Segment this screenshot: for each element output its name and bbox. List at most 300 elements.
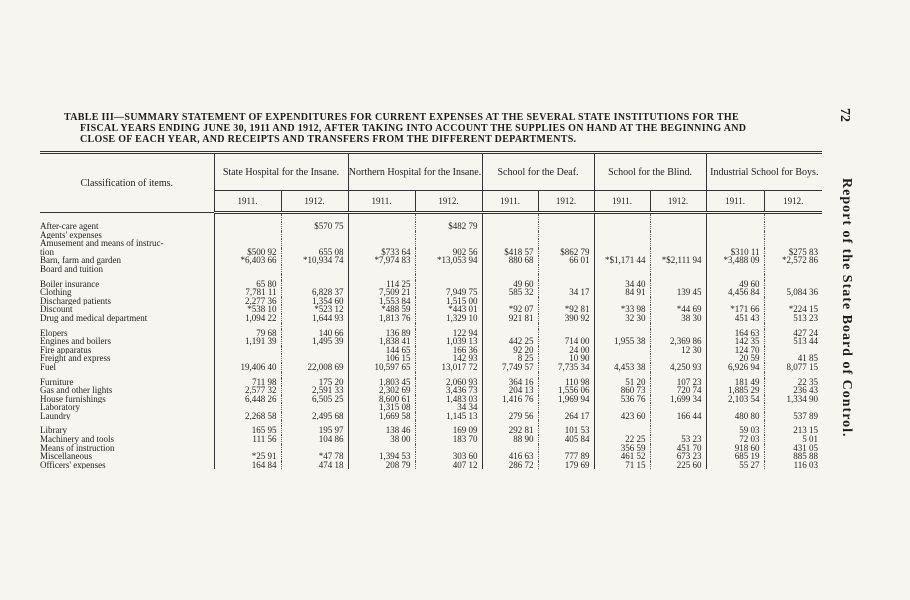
value-cell: 236 43 <box>793 386 819 395</box>
value-cell <box>482 329 538 338</box>
value-cell: $733 64 <box>348 248 415 257</box>
value-cell: 1,483 03 <box>415 395 482 404</box>
value-cell: 451 70 <box>650 444 706 453</box>
value-cell: 114 25 <box>348 280 415 289</box>
value-cell: 513 44 <box>793 337 819 346</box>
value-cell: 1,416 76 <box>482 395 538 404</box>
value-cell <box>764 222 822 231</box>
value-cell <box>706 297 764 306</box>
value-cell: 5,084 36 <box>786 288 819 297</box>
value-cell: *171 66 <box>706 305 764 314</box>
value-cell: 110 98 <box>538 378 594 387</box>
value-cell: 655 08 <box>281 248 348 257</box>
value-cell: 292 81 <box>482 426 538 435</box>
value-cell: 10 90 <box>538 354 594 363</box>
value-cell: 390 92 <box>538 314 594 323</box>
value-cell: $500 92 <box>214 248 281 257</box>
value-cell: 423 60 <box>594 412 650 421</box>
value-cell: 116 03 <box>793 460 819 470</box>
value-cell <box>214 222 281 231</box>
value-cell <box>650 239 706 248</box>
year-header: 1911. <box>706 191 764 213</box>
value-cell: *523 12 <box>281 305 348 314</box>
table-row <box>40 248 822 257</box>
value-cell <box>650 265 706 274</box>
value-cell: 264 17 <box>538 412 594 421</box>
value-cell: 1,553 84 <box>348 297 415 306</box>
page-number: 72 <box>837 108 852 122</box>
value-cell <box>764 297 822 306</box>
value-cell: 860 73 <box>594 386 650 395</box>
value-cell: $570 75 <box>281 222 348 231</box>
value-cell: 38 00 <box>348 435 415 444</box>
value-cell: *33 98 <box>594 305 650 314</box>
value-cell <box>482 444 538 453</box>
value-cell: 2,495 68 <box>281 412 348 421</box>
value-cell <box>594 346 650 355</box>
value-cell: 208 79 <box>348 461 415 470</box>
value-cell <box>594 231 650 240</box>
value-cell <box>594 239 650 248</box>
value-cell: 685 19 <box>706 452 764 461</box>
item-label: Engines and boilers <box>40 337 214 346</box>
caption-line-1: TABLE III—SUMMARY STATEMENT OF EXPENDITURES FOR CURRENT EXPENSES AT THE SEVERAL STATE INSTITUTIONS FOR THE <box>64 112 739 123</box>
value-cell: 6,926 94 <box>706 363 764 372</box>
value-cell <box>281 280 348 289</box>
value-cell <box>482 403 538 412</box>
value-cell: 51 20 <box>594 378 650 387</box>
institution-header: Industrial School for Boys. <box>706 153 822 191</box>
value-cell <box>594 354 650 363</box>
value-cell: 179 69 <box>538 461 594 470</box>
value-cell <box>764 346 822 355</box>
value-cell <box>650 222 706 231</box>
item-label: Laundry <box>40 412 214 421</box>
value-cell <box>281 444 348 453</box>
table-row <box>40 305 822 314</box>
value-cell: 49 60 <box>706 280 764 289</box>
year-header: 1912. <box>415 191 482 213</box>
item-label: Drug and medical department <box>40 314 214 323</box>
value-cell: 4,456 84 <box>706 288 764 297</box>
table-row <box>40 395 822 404</box>
item-label: Discount <box>40 305 214 314</box>
value-cell: 13,017 72 <box>415 363 482 372</box>
value-cell: 7,509 21 <box>348 288 415 297</box>
value-cell: 20 59 <box>706 354 764 363</box>
value-cell <box>650 354 706 363</box>
value-cell <box>281 265 348 274</box>
value-cell: 55 27 <box>706 461 764 470</box>
value-cell <box>594 403 650 412</box>
value-cell: 225 60 <box>650 461 706 470</box>
value-cell: 181 49 <box>706 378 764 387</box>
value-cell: *488 59 <box>348 305 415 314</box>
value-cell: 1,669 58 <box>348 412 415 421</box>
value-cell: 32 30 <box>594 314 650 323</box>
value-cell: 1,644 93 <box>281 314 348 323</box>
value-cell: 1,329 10 <box>415 314 482 323</box>
value-cell <box>415 239 482 248</box>
table-row <box>40 239 822 248</box>
value-cell: 1,699 34 <box>650 395 706 404</box>
value-cell: 407 12 <box>415 461 482 470</box>
table-row <box>40 403 822 412</box>
value-cell: 34 17 <box>538 288 594 297</box>
value-cell <box>650 297 706 306</box>
value-cell: 303 60 <box>415 452 482 461</box>
value-cell: 431 05 <box>793 443 819 453</box>
value-cell: 22 25 <box>594 435 650 444</box>
table-caption <box>64 112 824 145</box>
value-cell <box>706 239 764 248</box>
value-cell: 480 80 <box>706 412 764 421</box>
value-cell: *$1,171 44 <box>594 256 650 265</box>
value-cell: 918 60 <box>706 444 764 453</box>
value-cell <box>764 265 822 274</box>
table-row <box>40 378 822 387</box>
item-label: Means of instruction <box>40 444 214 453</box>
value-cell: *443 01 <box>415 305 482 314</box>
value-cell: *6,403 66 <box>214 256 281 265</box>
value-cell <box>538 329 594 338</box>
year-header: 1912. <box>764 191 822 213</box>
value-cell: 1,803 45 <box>348 378 415 387</box>
value-cell <box>482 231 538 240</box>
value-cell <box>594 297 650 306</box>
table-row <box>40 444 822 453</box>
value-cell <box>281 231 348 240</box>
item-label: Fire apparatus <box>40 346 214 355</box>
value-cell: 4,453 38 <box>594 363 650 372</box>
value-cell <box>594 426 650 435</box>
value-cell: *7,974 83 <box>348 256 415 265</box>
value-cell <box>594 248 650 257</box>
value-cell: 1,394 53 <box>348 452 415 461</box>
value-cell: 41 85 <box>797 354 819 363</box>
value-cell: 1,556 06 <box>538 386 594 395</box>
value-cell: 279 56 <box>482 412 538 421</box>
item-label: Fuel <box>40 363 214 372</box>
value-cell <box>281 239 348 248</box>
value-cell: 673 23 <box>650 452 706 461</box>
item-label: Officers' expenses <box>40 461 214 470</box>
value-cell: 1,495 39 <box>281 337 348 346</box>
value-cell: *25 91 <box>214 452 281 461</box>
running-head: Report of the State Board of Control. <box>839 178 854 438</box>
value-cell <box>214 403 281 412</box>
value-cell: 104 86 <box>281 435 348 444</box>
table-row <box>40 435 822 444</box>
table-row <box>40 280 822 289</box>
value-cell: 101 53 <box>538 426 594 435</box>
value-cell: 536 76 <box>594 395 650 404</box>
value-cell: 777 89 <box>538 452 594 461</box>
value-cell: 7,749 57 <box>482 363 538 372</box>
value-cell: *13,053 94 <box>415 256 482 265</box>
value-cell: 10,597 65 <box>348 363 415 372</box>
value-cell <box>594 329 650 338</box>
item-label: Clothing <box>40 288 214 297</box>
year-header: 1911. <box>594 191 650 213</box>
value-cell: *92 07 <box>482 305 538 314</box>
value-cell: 1,145 13 <box>415 412 482 421</box>
value-cell: 2,369 86 <box>650 337 706 346</box>
value-cell: 142 93 <box>415 354 482 363</box>
value-cell: 1,039 13 <box>415 337 482 346</box>
item-label: Furniture <box>40 378 214 387</box>
value-cell: 22,008 69 <box>281 363 348 372</box>
value-cell <box>594 265 650 274</box>
value-cell: 405 84 <box>538 435 594 444</box>
value-cell: 880 68 <box>482 256 538 265</box>
value-cell: 166 36 <box>415 346 482 355</box>
item-label: Library <box>40 426 214 435</box>
value-cell <box>650 280 706 289</box>
value-cell: 59 03 <box>706 426 764 435</box>
value-cell: 6,505 25 <box>281 395 348 404</box>
table-row <box>40 426 822 435</box>
value-cell: 12 30 <box>650 346 706 355</box>
table-row <box>40 256 822 265</box>
value-cell <box>214 265 281 274</box>
value-cell: 124 70 <box>706 346 764 355</box>
value-cell: 38 30 <box>650 314 706 323</box>
item-label: Barn, farm and garden <box>40 256 214 265</box>
item-label: House furnishings <box>40 395 214 404</box>
item-label: After-care agent <box>40 222 214 231</box>
value-cell: *538 10 <box>214 305 281 314</box>
caption-line-2: FISCAL YEARS ENDING JUNE 30, 1911 AND 1912, AFTER TAKING INTO ACCOUNT THE SUPPLIES ON HAND AT THE BEGINNING AND <box>80 123 747 134</box>
value-cell <box>538 239 594 248</box>
value-cell: *224 15 <box>788 305 819 314</box>
value-cell: 169 09 <box>415 426 482 435</box>
value-cell: 8,600 61 <box>348 395 415 404</box>
value-cell: 2,277 36 <box>214 297 281 306</box>
institution-header: State Hospital for the Insane. <box>214 153 348 191</box>
value-cell <box>538 444 594 453</box>
value-cell: 921 81 <box>482 314 538 323</box>
item-label: Gas and other lights <box>40 386 214 395</box>
value-cell <box>650 248 706 257</box>
value-cell <box>594 222 650 231</box>
value-cell: 714 00 <box>538 337 594 346</box>
year-header: 1912. <box>650 191 706 213</box>
value-cell <box>415 231 482 240</box>
institution-header: Northern Hospital for the Insane. <box>348 153 482 191</box>
value-cell: 142 35 <box>706 337 764 346</box>
value-cell: 5 01 <box>802 435 819 444</box>
value-cell: 2,103 54 <box>706 395 764 404</box>
expenditure-table <box>40 151 822 469</box>
value-cell: 136 89 <box>348 329 415 338</box>
value-cell: 1,955 38 <box>594 337 650 346</box>
value-cell: 1,334 90 <box>786 394 819 404</box>
value-cell <box>650 426 706 435</box>
value-cell <box>764 231 822 240</box>
item-label: Amusement and means of instruc- <box>40 239 214 248</box>
table-row <box>40 329 822 338</box>
value-cell: $275 83 <box>788 247 819 257</box>
item-label: Machinery and tools <box>40 435 214 444</box>
value-cell: 1,315 08 <box>348 403 415 412</box>
value-cell: 356 59 <box>594 444 650 453</box>
value-cell <box>650 231 706 240</box>
value-cell: 204 13 <box>482 386 538 395</box>
value-cell: 79 68 <box>214 329 281 338</box>
value-cell <box>706 265 764 274</box>
institution-header: School for the Blind. <box>594 153 706 191</box>
value-cell: $310 11 <box>706 248 764 257</box>
value-cell <box>415 280 482 289</box>
value-cell <box>482 297 538 306</box>
value-cell: 427 24 <box>793 328 819 338</box>
value-cell <box>348 444 415 453</box>
value-cell: 88 90 <box>482 435 538 444</box>
value-cell: 65 80 <box>214 280 281 289</box>
value-cell: 84 91 <box>594 288 650 297</box>
value-cell: 140 66 <box>281 329 348 338</box>
value-cell: 92 20 <box>482 346 538 355</box>
value-cell: *47 78 <box>281 452 348 461</box>
value-cell: 416 63 <box>482 452 538 461</box>
table-row <box>40 337 822 346</box>
value-cell: 6,448 26 <box>214 395 281 404</box>
value-cell: 106 15 <box>348 354 415 363</box>
year-header: 1911. <box>482 191 538 213</box>
caption-line-3: CLOSE OF EACH YEAR, AND RECEIPTS AND TRANSFERS FROM THE DIFFERENT DEPARTMENTS. <box>80 134 577 145</box>
table-row <box>40 412 822 421</box>
value-cell: 164 84 <box>214 461 281 470</box>
item-label: Laboratory <box>40 403 214 412</box>
value-cell: 72 03 <box>706 435 764 444</box>
value-cell: 166 44 <box>650 412 706 421</box>
value-cell: *3,488 09 <box>706 256 764 265</box>
year-header: 1912. <box>538 191 594 213</box>
value-cell: 19,406 40 <box>214 363 281 372</box>
value-cell: 175 20 <box>281 378 348 387</box>
value-cell <box>764 239 822 248</box>
value-cell: 451 43 <box>706 314 764 323</box>
value-cell <box>482 222 538 231</box>
value-cell <box>415 444 482 453</box>
value-cell: 165 95 <box>214 426 281 435</box>
table-row <box>40 363 822 372</box>
value-cell: *44 69 <box>650 305 706 314</box>
value-cell: 6,828 37 <box>281 288 348 297</box>
table-row <box>40 288 822 297</box>
value-cell: 1,354 60 <box>281 297 348 306</box>
value-cell: 122 94 <box>415 329 482 338</box>
value-cell: 144 65 <box>348 346 415 355</box>
value-cell <box>214 444 281 453</box>
value-cell: 461 52 <box>594 452 650 461</box>
value-cell: 8,077 15 <box>786 362 819 372</box>
value-cell: 195 97 <box>281 426 348 435</box>
table-row <box>40 386 822 395</box>
value-cell <box>214 231 281 240</box>
value-cell: 364 16 <box>482 378 538 387</box>
value-cell: 885 88 <box>793 452 819 461</box>
value-cell: 213 15 <box>793 426 819 436</box>
value-cell: 2,302 69 <box>348 386 415 395</box>
value-cell: 7,949 75 <box>415 288 482 297</box>
value-cell <box>764 403 822 412</box>
item-label: Agents' expenses <box>40 231 214 240</box>
value-cell: 71 15 <box>594 461 650 470</box>
value-cell: 720 74 <box>650 386 706 395</box>
value-cell: $862 79 <box>538 248 594 257</box>
value-cell <box>348 239 415 248</box>
value-cell: 34 34 <box>415 403 482 412</box>
value-cell: 711 98 <box>214 378 281 387</box>
value-cell <box>538 403 594 412</box>
value-cell: 22 35 <box>797 377 819 387</box>
value-cell <box>348 231 415 240</box>
table-row <box>40 346 822 355</box>
value-cell <box>538 222 594 231</box>
classification-header: Classification of items. <box>40 153 214 213</box>
value-cell: 902 56 <box>415 248 482 257</box>
value-cell <box>764 280 822 289</box>
value-cell <box>281 354 348 363</box>
value-cell: 1,838 41 <box>348 337 415 346</box>
value-cell: 585 32 <box>482 288 538 297</box>
value-cell: 107 23 <box>650 378 706 387</box>
value-cell <box>214 346 281 355</box>
year-header: 1911. <box>214 191 281 213</box>
value-cell: 24 00 <box>538 346 594 355</box>
value-cell <box>415 265 482 274</box>
value-cell: 1,515 00 <box>415 297 482 306</box>
item-label: tion <box>40 248 214 257</box>
table-row <box>40 222 822 231</box>
table-row <box>40 297 822 306</box>
value-cell <box>650 403 706 412</box>
table-row <box>40 452 822 461</box>
value-cell: 66 01 <box>538 256 594 265</box>
value-cell: 1,813 76 <box>348 314 415 323</box>
value-cell: 3,436 73 <box>415 386 482 395</box>
value-cell <box>706 403 764 412</box>
value-cell: 164 63 <box>706 329 764 338</box>
value-cell: 4,250 93 <box>650 363 706 372</box>
value-cell: 1,191 39 <box>214 337 281 346</box>
table-row <box>40 231 822 240</box>
year-header: 1911. <box>348 191 415 213</box>
value-cell: *2,572 86 <box>782 256 819 265</box>
value-cell: 1,094 22 <box>214 314 281 323</box>
value-cell <box>538 265 594 274</box>
value-cell: 442 25 <box>482 337 538 346</box>
value-cell <box>214 354 281 363</box>
value-cell <box>281 346 348 355</box>
value-cell <box>538 280 594 289</box>
item-label: Miscellaneous <box>40 452 214 461</box>
value-cell: 8 25 <box>482 354 538 363</box>
item-label: Board and tuition <box>40 265 214 274</box>
value-cell <box>706 222 764 231</box>
table-row <box>40 265 822 274</box>
value-cell: 138 46 <box>348 426 415 435</box>
value-cell: *10,934 74 <box>281 256 348 265</box>
value-cell: 34 40 <box>594 280 650 289</box>
value-cell: 1,885 29 <box>706 386 764 395</box>
value-cell: 2,591 33 <box>281 386 348 395</box>
value-cell <box>281 403 348 412</box>
value-cell: 7,781 11 <box>214 288 281 297</box>
item-label: Boiler insurance <box>40 280 214 289</box>
